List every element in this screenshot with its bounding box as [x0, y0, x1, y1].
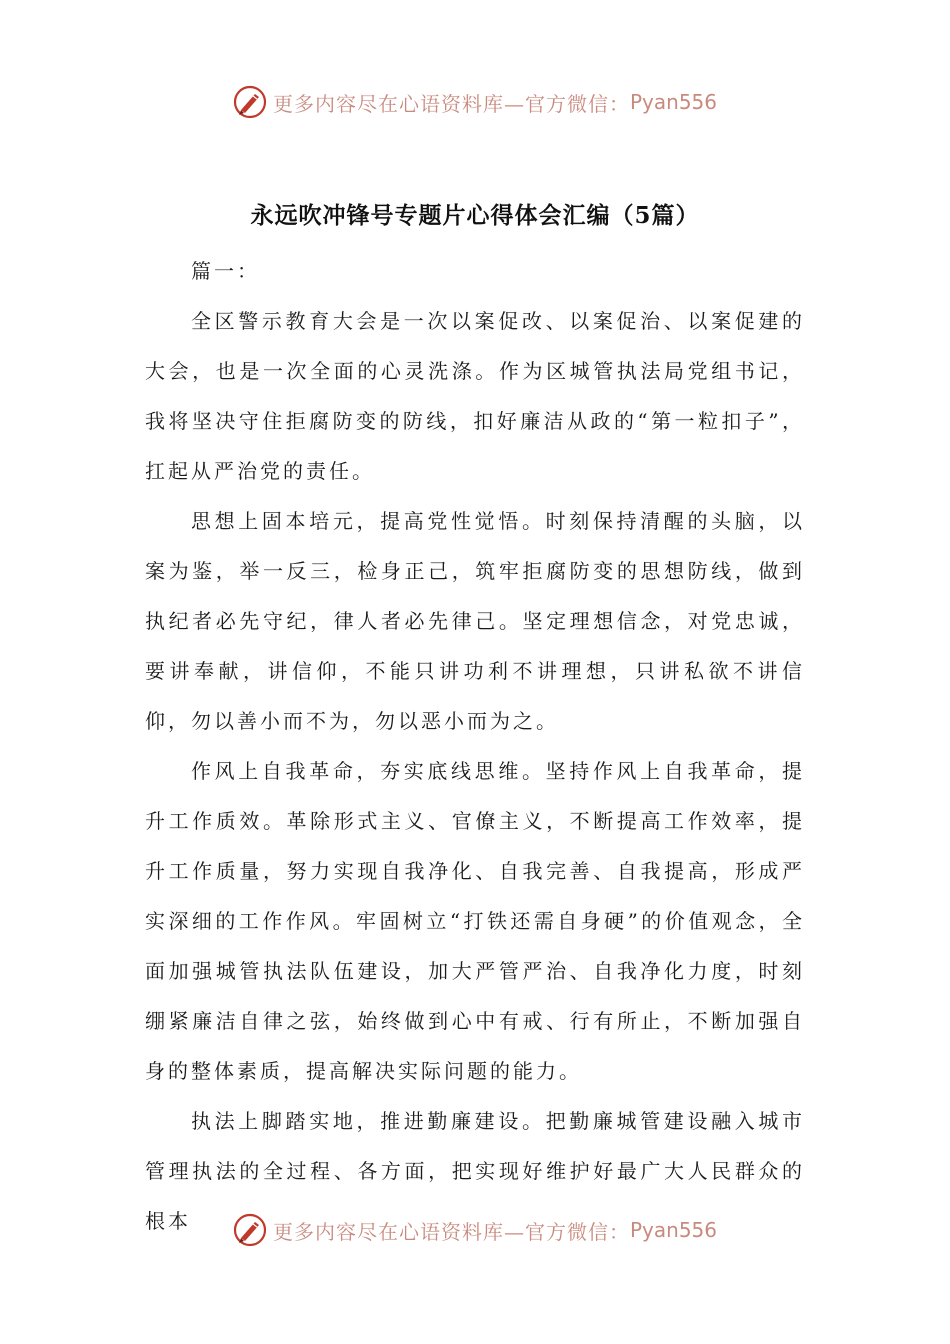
banner-wechat-id: Pyan556 [629, 90, 717, 114]
document-title: 永远吹冲锋号专题片心得体会汇编（5篇） [250, 202, 700, 229]
paragraph-2: 思想上固本培元，提高党性觉悟。时刻保持清醒的头脑，以案为鉴，举一反三，检身正己，筑牢拒腐防变的思想防线，做到执纪者必先守纪，律人者必先律己。坚定理想信念，对党忠诚，要讲奉献，讲信仰，不能只讲功利不讲理想，只讲私欲不讲信仰，勿以善小而不为，勿以恶小而为之。 [145, 509, 805, 733]
banner-text: 更多内容尽在心语资料库—官方微信： [272, 91, 630, 116]
document-body [145, 246, 805, 1246]
pen-logo-icon [233, 1213, 267, 1247]
banner-wechat-id: Pyan556 [629, 1218, 717, 1242]
banner-text: 更多内容尽在心语资料库—官方微信： [272, 1219, 630, 1244]
paragraph-4: 执法上脚踏实地，推进勤廉建设。把勤廉城管建设融入城市管理执法的全过程、各方面，把实现好维护好最广大人民群众的根本 [145, 1109, 805, 1233]
paragraph-3: 作风上自我革命，夯实底线思维。坚持作风上自我革命，提升工作质效。革除形式主义、官僚主义，不断提高工作效率，提升工作质量，努力实现自我净化、自我完善、自我提高，形成严实深细的工作作风。牢固树立“打铁还需自身硬”的价值观念，全面加强城管执法队伍建设，加大严管严治、自我净化力度，时刻绷紧廉洁自律之弦，始终做到心中有戒、行有所止，不断加强自身的整体素质，提高解决实际问题的能力。 [145, 759, 805, 1083]
header-banner [0, 80, 950, 124]
pen-logo-icon [233, 85, 267, 119]
paragraph-1: 全区警示教育大会是一次以案促改、以案促治、以案促建的大会，也是一次全面的心灵洗涤。作为区城管执法局党组书记，我将坚决守住拒腐防变的防线，扣好廉洁从政的“第一粒扣子”，扛起从严治党的责任。 [145, 309, 805, 483]
section-label: 篇一： [191, 259, 260, 283]
footer-banner [0, 1208, 950, 1252]
